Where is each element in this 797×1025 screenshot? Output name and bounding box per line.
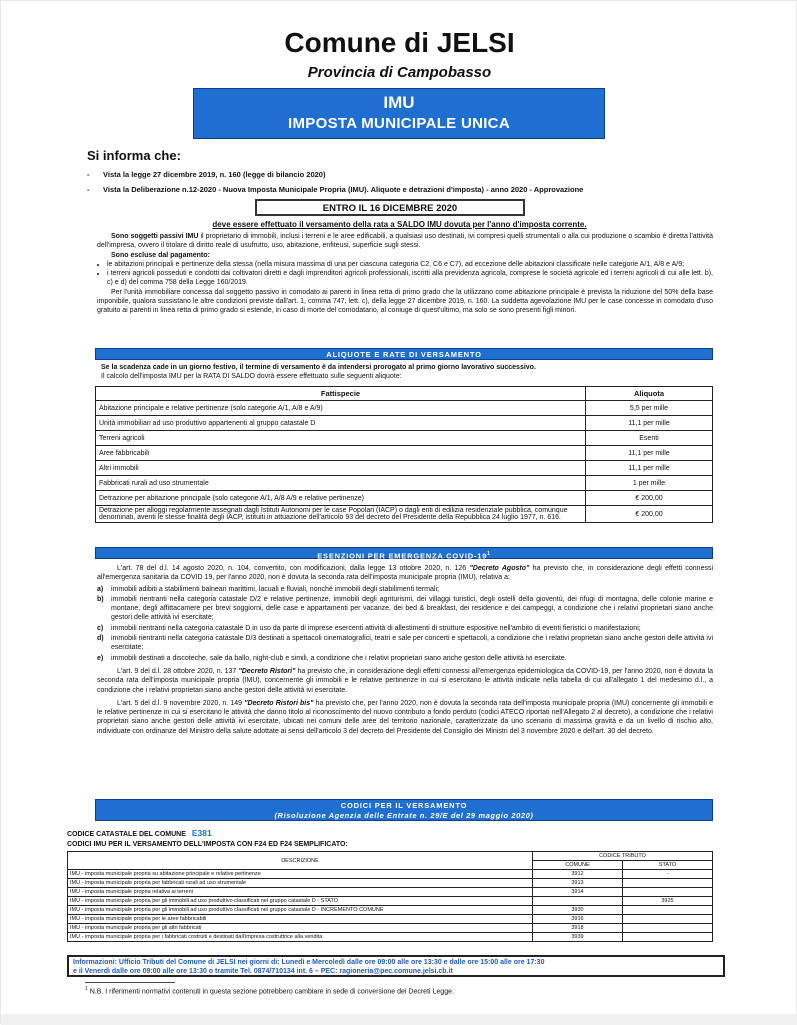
- intro-bullet: - Vista la Deliberazione n.12-2020 - Nuova Imposta Municipale Propria (IMU). Aliquote e detrazioni d'imposta) - anno 2020 - Approvazione: [87, 185, 584, 194]
- rates-aliquota: € 200,00: [586, 506, 713, 523]
- esenzione-item-key: c): [97, 624, 104, 632]
- esenzione-item-text: immobili destinati a discoteche, sale da ballo, night-club e simili, a condizione che i relativi proprietari siano anche gestori delle attività ivi esercitate.: [111, 654, 567, 662]
- codes-comune: 3916: [533, 915, 623, 924]
- imu-acronym: IMU: [383, 93, 415, 112]
- esenzione-item-key: a): [97, 585, 104, 593]
- esenzioni-footnote-ref: 1: [487, 551, 491, 557]
- viewer-bottom-bar: [1, 1014, 797, 1025]
- intro-bullet-text: Vista la Deliberazione n.12-2020 - Nuova Imposta Municipale Propria (IMU). Aliquote e detrazioni d'imposta) - anno 2020 - Approvazione: [103, 185, 584, 194]
- imu-full-name: IMPOSTA MUNICIPALE UNICA: [288, 115, 510, 132]
- esenzione-item-text: immobili rientranti nella categoria catastale D/2 e relative pertinenze, immobili degli agriturismi, dei villaggi turistici, degli ostelli della gioventù, dei rifugi di montagna, delle colonie marine e montane, degli affittacamere per brevi soggiorni, delle case e appartamenti per vacanze, dei bed & breakfast, dei residence e dei campeggi, a condizione che i relativi proprietari siano anche gestori delle attività ivi esercitate;: [111, 595, 713, 622]
- rates-fattispecie: Altri immobili: [96, 461, 586, 476]
- codice-catastale-label: CODICE CATASTALE DEL COMUNE: [67, 831, 186, 838]
- esenzione-item: [97, 585, 713, 594]
- codes-stato: [623, 924, 713, 933]
- codes-row: [68, 924, 713, 933]
- esenzione-item-key: d): [97, 635, 104, 643]
- rates-aliquota: 11,1 per mille: [586, 461, 713, 476]
- rates-fattispecie: Aree fabbricabili: [96, 446, 586, 461]
- info-line: Informazioni: Ufficio Tributi del Comune di JELSI nei giorni di: Lunedì e Mercoledì dalle ore 09:00 alle ore 13:30 e dalle ore 15:00 alle ore 17:30: [73, 959, 545, 966]
- codes-stato: 3925: [623, 897, 713, 906]
- codici-subtitle: (Risoluzione Agenzia delle Entrate n. 29/E del 29 maggio 2020): [274, 811, 534, 820]
- rates-row: [96, 506, 713, 523]
- esenzione-item-text: immobili rientranti nella categoria catastale D in uso da parte di imprese esercenti attività di allestimenti di strutture espositive nell'ambito di eventi fieristici o manifestazioni;: [111, 624, 641, 632]
- codes-col-descrizione: DESCRIZIONE: [68, 852, 533, 870]
- rates-aliquota: 1 per mille: [586, 476, 713, 491]
- decreto-ristori-bis-text-cont: ha previsto che, per l'anno 2020, non è dovuta la seconda rata dell'imposta municipale propria (IMU) concernente gli immobili e le relative pertinenze in cui si esercitano le attività che danno titolo al riconoscimento del nuovo contributo a fondo perduto (codici ATECO riportati nell'Allegato 2 al decreto), a condizione che i relativi proprietari siano anche gestori delle attività ivi esercitate, ubicati nei comuni delle aree del territorio nazionale, caratterizzate da uno scenario di massima gravità e da un livello di rischio alto, individuate con ordinanze del Ministro della salute adottate ai sensi dell'articolo 3 del decreto del Presidente del Consiglio dei Ministri del 3 novembre 2020 e dell'art. 30 del decreto.: [97, 699, 713, 735]
- codes-stato: [623, 879, 713, 888]
- scadenza-note: Se la scadenza cade in un giorno festivo, il termine di versamento è da intendersi prorogato al primo giorno lavorativo successivo.: [101, 364, 536, 371]
- rates-row: [96, 401, 713, 416]
- passivi-text: il proprietario di immobili, inclusi i terreni e le aree edificabili, a qualsiasi uso destinati, ivi compresi quelli strumentali o alla cui produzione o scambio è diretta l'attività dell'impresa, ovvero il titolare di diritto reale di usufrutto, uso, abitazione, enfiteusi, superficie sugli stessi.: [97, 233, 713, 250]
- codes-stato: [623, 933, 713, 942]
- imu-title-box: [193, 88, 605, 139]
- codes-comune: 3918: [533, 924, 623, 933]
- codes-row: [68, 870, 713, 879]
- footnote-divider: [85, 982, 175, 983]
- esenzione-item-key: e): [97, 654, 104, 662]
- codes-comune: 3930: [533, 906, 623, 915]
- codes-descrizione: IMU - imposta municipale propria su abitazione principale e relative pertinenze: [68, 870, 533, 879]
- esenzione-item-key: b): [97, 595, 104, 603]
- codes-descrizione: IMU - imposta municipale propria relativa ai terreni: [68, 888, 533, 897]
- decreto-ristori-text-cont: ha previsto che, in considerazione degli effetti connessi all'emergenza epidemiologica da COVID-19, per l'anno 2020, non è dovuta la seconda rata dell'imposta municipale propria (IMU), concernente gli immobili e le relative pertinenze in cui si esercitano le attività indicate nella tabella di cui all'allegato 1 del medesimo d.l., a condizione che i relativi proprietari siano anche gestori delle attività ivi esercitate.: [97, 667, 713, 694]
- codes-row: [68, 888, 713, 897]
- decreto-ristori-bis-name: "Decreto Ristori bis": [244, 699, 314, 707]
- rates-row: [96, 416, 713, 431]
- rates-fattispecie: Detrazione per alloggi regolarmente assegnati dagli Istituti Autonomi per le case Popolari (IACP) o dagli enti di edilizia residenziale pubblica, comunque denominati, aventi le stesse finalità degli IACP, istituiti in attuazione dell'articolo 93 del decreto del Presidente della Repubblica 24 luglio 1977, n. 616.: [96, 506, 586, 523]
- codes-descrizione: IMU - imposta municipale propria per gli altri fabbricati: [68, 924, 533, 933]
- section-header-aliquote: ALIQUOTE E RATE DI VERSAMENTO: [95, 348, 713, 360]
- decreto-ristori-paragraph: [97, 667, 713, 695]
- codes-comune: 3914: [533, 888, 623, 897]
- codes-stato: [623, 915, 713, 924]
- rates-row: [96, 431, 713, 446]
- intro-bullet: - Vista la legge 27 dicembre 2019, n. 160 (legge di bilancio 2020): [87, 170, 326, 179]
- codes-col-tributo: CODICE TRIBUTO: [533, 852, 713, 861]
- codice-catastale-value: E381: [191, 828, 212, 838]
- codes-stato: [623, 888, 713, 897]
- codes-col-comune: COMUNE: [533, 861, 623, 870]
- codici-imu-label: CODICI IMU PER IL VERSAMENTO DELL'IMPOSTA CON F24 ED F24 SEMPLIFICATO:: [67, 841, 348, 848]
- esenzioni-items: [97, 585, 713, 663]
- exclusion-item: • le abitazioni principali e pertinenze della stessa (nella misura massima di una per ciascuna categoria C2, C6 e C7), ad eccezione delle abitazioni classificate nelle categorie A/1, A/8 e A/9;: [107, 260, 713, 269]
- codes-descrizione: IMU - imposta municipale propria per fabbricati rurali ad uso strumentale: [68, 879, 533, 888]
- rates-table: [95, 386, 713, 523]
- decreto-agosto-text-cont: ha previsto che, in considerazione degli effetti connessi all'emergenza sanitaria da COVID 19, per l'anno 2020, non è dovuta la seconda rata dell'imposta municipale propria (IMU), relativa a:: [97, 565, 714, 582]
- decreto-ristori-bis-text: L'art. 5 del d.l. 9 novembre 2020, n. 149: [117, 699, 245, 707]
- info-line: e il Venerdì dalle ore 09:00 alle ore 13:30 o tramite Tel. 0874/710134 int. 6 – PEC: ragioneria@pec.comune.jelsi.cb.it: [73, 968, 453, 975]
- comodato-paragraph: Per l'unità immobiliare concessa dal soggetto passivo in comodato ai parenti in linea retta di primo grado che la utilizzano come abitazione principale è prevista la riduzione del 50% della base imponibile, qualora sussistano le altre condizioni previste dall'art. 1, comma 747, lett. c), della legge 27 dicembre 2019, n. 160. La suddetta agevolazione IMU per le case concesse in comodato d'uso gratuito ai parenti in linea retta di primo grado si estende, in caso di morte del comodatario, al coniuge di quest'ultimo, ma solo se sono presenti figli minori.: [97, 288, 713, 315]
- codes-row: [68, 933, 713, 942]
- rates-aliquota: 11,1 per mille: [586, 416, 713, 431]
- codes-stato: [623, 906, 713, 915]
- rates-fattispecie: Detrazione per abitazione principale (solo categorie A/1, A/8 A/9 e relative pertinenze): [96, 491, 586, 506]
- decreto-agosto-paragraph: [97, 564, 713, 583]
- rates-aliquota: 11,1 per mille: [586, 446, 713, 461]
- rates-col-aliquota: Aliquota: [586, 387, 713, 401]
- rates-fattispecie: Unità immobiliari ad uso produttivo appartenenti al gruppo catastale D: [96, 416, 586, 431]
- esenzione-item: [97, 654, 713, 663]
- codes-row: [68, 879, 713, 888]
- codes-row: [68, 906, 713, 915]
- codes-descrizione: IMU - imposta municipale propria per le aree fabbricabili: [68, 915, 533, 924]
- deadline-box: ENTRO IL 16 DICEMBRE 2020: [255, 199, 525, 216]
- rates-row: [96, 461, 713, 476]
- exclusions-heading: Sono escluse dal pagamento:: [111, 251, 210, 259]
- decreto-ristori-text: L'art. 9 del d.l. 28 ottobre 2020, n. 137: [117, 667, 239, 675]
- rates-fattispecie: Fabbricati rurali ad uso strumentale: [96, 476, 586, 491]
- rates-aliquota: Esenti: [586, 431, 713, 446]
- codice-catastale: [67, 828, 212, 838]
- rates-row: [96, 476, 713, 491]
- footnote: [85, 986, 454, 995]
- rates-col-fattispecie: Fattispecie: [96, 387, 586, 401]
- decreto-ristori-name: "Decreto Ristori": [238, 667, 296, 675]
- decreto-agosto-name: "Decreto Agosto": [469, 565, 530, 572]
- esenzioni-content: [97, 564, 713, 736]
- esenzione-item: [97, 595, 713, 623]
- codes-row: [68, 915, 713, 924]
- codes-comune: 3912: [533, 870, 623, 879]
- footnote-text: N.B. I riferimenti normativi contenuti in questa sezione potrebbero cambiare in sede di conversione dei Decreti Legge.: [87, 988, 454, 996]
- codes-comune: 3939: [533, 933, 623, 942]
- rates-row: [96, 491, 713, 506]
- decreto-agosto-text: L'art. 78 del d.l. 14 agosto 2020, n. 104, convertito, con modificazioni, dalla legge 13 ottobre 2020, n. 126: [117, 565, 470, 572]
- codes-descrizione: IMU - imposta municipale propria per gli immobili ad uso produttivo classificati nel gruppo catastale D - STATO: [68, 897, 533, 906]
- rates-fattispecie: Abitazione principale e relative pertinenze (solo categorie A/1, A/8 e A/9): [96, 401, 586, 416]
- passivi-paragraph: [97, 232, 713, 316]
- rates-fattispecie: Terreni agricoli: [96, 431, 586, 446]
- passivi-lead: Sono soggetti passivi IMU: [111, 233, 199, 240]
- esenzioni-title: ESENZIONI PER EMERGENZA COVID-19: [317, 551, 488, 561]
- rates-row: [96, 446, 713, 461]
- codes-descrizione: IMU - imposta municipale propria per gli immobili ad uso produttivo classificati nel gruppo catastale D - INCREMENTO COMUNE: [68, 906, 533, 915]
- rates-aliquota: 5,5 per mille: [586, 401, 713, 416]
- deadline-note: deve essere effettuato il versamento della rata a SALDO IMU dovuta per l'anno d'imposta corrente.: [212, 220, 587, 229]
- section-header-esenzioni: [95, 547, 713, 559]
- decreto-ristori-bis-paragraph: [97, 699, 713, 736]
- codes-comune: [533, 897, 623, 906]
- intro-heading: Si informa che:: [87, 148, 181, 163]
- footnote-number: 1: [85, 986, 88, 992]
- province-subtitle: Provincia di Campobasso: [307, 64, 492, 81]
- esenzione-item: [97, 624, 713, 633]
- esenzione-item-text: immobili rientranti nella categoria catastale D/3 destinati a spettacoli cinematografici, teatri e sale per concerti e spettacoli, a condizione che i relativi proprietari siano anche gestori delle attività ivi esercitate;: [111, 635, 713, 652]
- intro-bullet-text: Vista la legge 27 dicembre 2019, n. 160 (legge di bilancio 2020): [103, 170, 326, 179]
- municipality-title: Comune di JELSI: [284, 27, 515, 58]
- section-header-codici: [95, 799, 713, 821]
- esenzione-item-text: immobili adibiti a stabilimenti balneari marittimi, lacuali e fluviali, nonché immobili degli stabilimenti termali;: [111, 585, 439, 593]
- exclusion-item: • i terreni agricoli posseduti e condotti dai coltivatori diretti e dagli imprenditori agricoli professionali, iscritti alla previdenza agricola, comprese le società agricole ed i terreni agricoli di cui alle lett. b), c) e d) del comma 758 della Legge 160/2019.: [107, 269, 713, 288]
- aliquote-notes: [97, 363, 713, 382]
- exclusions-list: [97, 260, 713, 288]
- codes-stato: -: [623, 870, 713, 879]
- codes-row: [68, 897, 713, 906]
- codes-table: [67, 851, 713, 942]
- calcolo-note: Il calcolo dell'imposta IMU per la RATA DI SALDO dovrà essere effettuato sulle seguenti aliquote:: [101, 373, 402, 381]
- codes-col-stato: STATO: [623, 861, 713, 870]
- codes-comune: 3913: [533, 879, 623, 888]
- rates-aliquota: € 200,00: [586, 491, 713, 506]
- esenzione-item: [97, 634, 713, 653]
- codici-title: CODICI PER IL VERSAMENTO: [340, 801, 468, 810]
- info-box: [67, 955, 725, 977]
- codes-descrizione: IMU - imposta municipale propria per i fabbricati costruiti e destinati dall'impresa costruttrice alla vendita: [68, 933, 533, 942]
